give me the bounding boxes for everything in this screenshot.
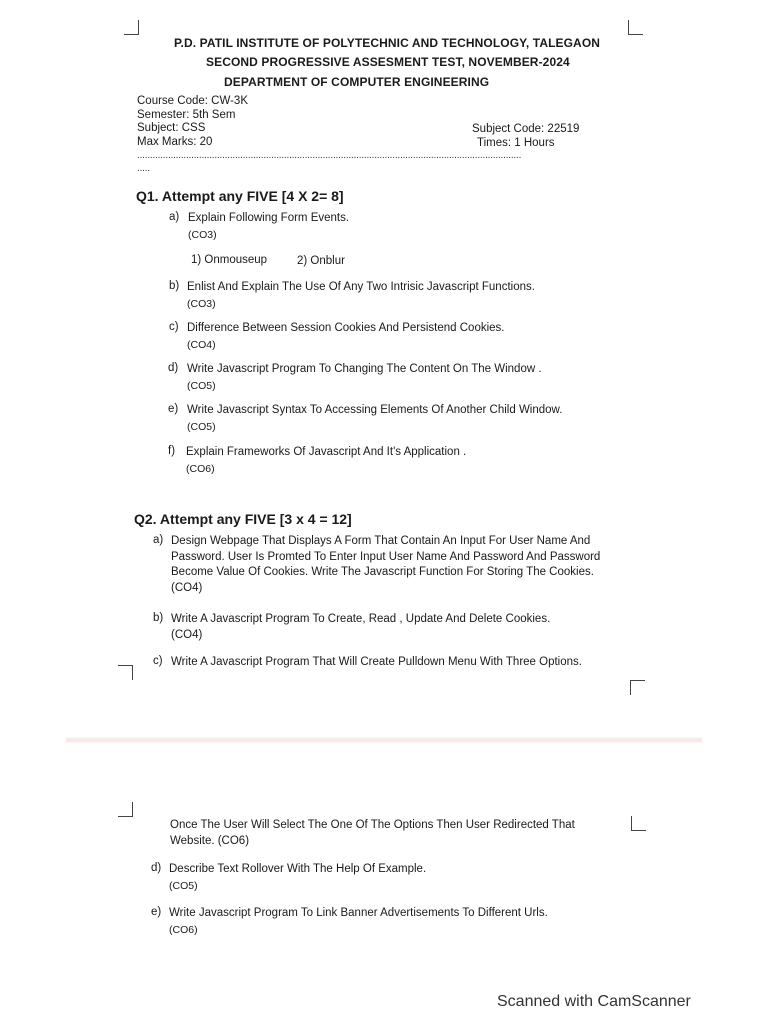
q1-item-d (168, 362, 608, 394)
item-text: Write Javascript Program To Link Banner Advertisements To Different Urls. (169, 907, 548, 919)
separator-tail: ..... (137, 163, 150, 174)
item-letter: b) (169, 280, 180, 292)
course-outcome: (CO3) (188, 228, 217, 241)
semester: Semester: 5th Sem (137, 108, 236, 121)
q2-item-a (153, 534, 628, 596)
q1-heading: Q1. Attempt any FIVE [4 X 2= 8] (136, 188, 344, 204)
item-letter: c) (153, 655, 163, 667)
q1-item-a-sub1: 1) Onmouseup (191, 254, 268, 266)
q2-item-e (151, 906, 611, 938)
course-outcome: (CO4) (187, 338, 216, 351)
item-letter: d) (168, 362, 179, 374)
q2-item-b (153, 612, 623, 643)
course-outcome: (CO5) (187, 379, 216, 392)
item-text: Write A Javascript Program To Create, Read , Update And Delete Cookies. (171, 613, 551, 625)
item-text: Write Javascript Syntax To Accessing Elements Of Another Child Window. (187, 404, 563, 416)
max-marks: Max Marks: 20 (137, 135, 213, 148)
item-text: Design Webpage That Displays A Form That Contain An Input For User Name And Password. User Is Promted To Enter Input User Name And Password And Password Become Value Of Cookies. Write The Javascript Function For Storing The Cookies. (CO4) (171, 535, 601, 594)
crop-mark-bottom-left (118, 665, 133, 680)
q2-item-c (153, 655, 628, 671)
camscanner-watermark: Scanned with CamScanner (497, 993, 691, 1010)
q1-item-f (168, 445, 608, 477)
course-code: Course Code: CW-3K (137, 95, 248, 107)
crop-mark-top-right-page2 (631, 816, 646, 831)
item-letter: b) (153, 612, 164, 624)
exam-time: Times: 1 Hours (477, 136, 555, 149)
crop-mark-top-right (628, 20, 643, 35)
q1-item-a-sub2: 2) Onblur (297, 255, 345, 267)
q1-item-b (169, 280, 609, 312)
course-outcome: (CO3) (187, 297, 216, 310)
q1-item-a (169, 211, 609, 243)
q1-item-c (169, 321, 609, 353)
q2-heading: Q2. Attempt any FIVE [3 x 4 = 12] (134, 511, 352, 527)
item-text: Write A Javascript Program That Will Create Pulldown Menu With Three Options. (171, 656, 582, 668)
institute-name: P.D. PATIL INSTITUTE OF POLYTECHNIC AND TECHNOLOGY, TALEGAON (174, 36, 601, 50)
course-outcome: (CO6) (169, 923, 198, 936)
item-text: Describe Text Rollover With The Help Of Example. (169, 863, 427, 875)
item-letter: c) (169, 321, 179, 333)
department-name: DEPARTMENT OF COMPUTER ENGINEERING (224, 75, 490, 89)
item-text: Explain Frameworks Of Javascript And It's Application . (186, 446, 467, 458)
page-break (66, 737, 702, 743)
q2-item-d (151, 862, 611, 894)
item-letter: a) (153, 534, 164, 546)
q2-item-c-continuation: Once The User Will Select The One Of The Options Then User Redirected That Website. (CO6) (170, 819, 575, 847)
crop-mark-bottom-right (630, 680, 645, 695)
item-text: Explain Following Form Events. (188, 212, 350, 224)
course-outcome: (CO6) (186, 462, 215, 475)
course-outcome: (CO4) (171, 628, 203, 641)
crop-mark-top-left-page2 (118, 802, 133, 817)
subject-code: Subject Code: 22519 (472, 123, 580, 135)
q1-item-e (168, 403, 618, 435)
meta-left (137, 95, 248, 149)
course-outcome: (CO5) (169, 879, 198, 892)
item-text: Write Javascript Program To Changing The Content On The Window . (187, 363, 542, 375)
item-letter: e) (168, 403, 179, 415)
separator-line: ..................................................................................................................................................... (137, 150, 522, 161)
item-letter: a) (169, 211, 180, 223)
item-text: Difference Between Session Cookies And Persistend Cookies. (187, 322, 505, 334)
course-outcome: (CO5) (187, 420, 216, 433)
item-text: Enlist And Explain The Use Of Any Two Intrisic Javascript Functions. (187, 281, 535, 293)
test-title: SECOND PROGRESSIVE ASSESMENT TEST, NOVEMBER-2024 (206, 55, 570, 69)
item-letter: d) (151, 862, 162, 874)
item-letter: e) (151, 906, 162, 918)
meta-right (472, 123, 579, 150)
subject: Subject: CSS (137, 122, 206, 134)
crop-mark-top-left (124, 20, 139, 35)
item-letter: f) (168, 445, 176, 457)
